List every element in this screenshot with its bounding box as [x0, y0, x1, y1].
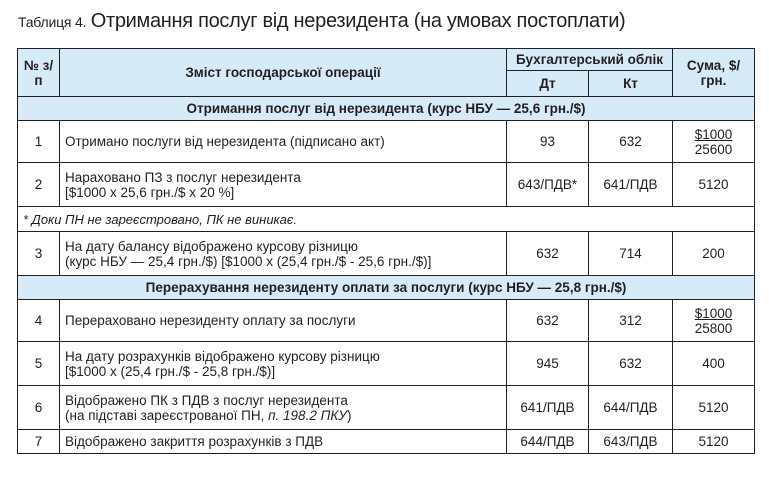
line2-suffix: ) [346, 407, 352, 423]
row-dt: 641/ПДВ [507, 386, 589, 430]
footnote: * Доки ПН не зареєстровано, ПК не виникає. [18, 207, 755, 232]
row-content-line1: На дату розрахунків відображено курсову різницю [65, 348, 380, 364]
row-dt: 644/ПДВ [507, 430, 589, 454]
row-number: 6 [18, 386, 60, 430]
row-kt: 632 [589, 342, 673, 386]
caption-label: Таблиця 4. [18, 14, 87, 30]
section-row [18, 276, 755, 300]
header-accounting: Бухгалтерський облік [507, 49, 673, 71]
row-number: 3 [18, 232, 60, 276]
row-kt: 632 [589, 121, 673, 163]
row-content-line2: [$1000 х (25,4 грн./$ - 25,8 грн./$)] [65, 363, 276, 379]
line2-reference: п. 198.2 ПКУ [268, 407, 347, 423]
row-number: 5 [18, 342, 60, 386]
row-content: Перераховано нерезиденту оплату за послуги [60, 300, 507, 342]
row-dt: 643/ПДВ* [507, 163, 589, 207]
table-row [18, 300, 755, 342]
row-dt: 632 [507, 232, 589, 276]
row-kt: 714 [589, 232, 673, 276]
table-row [18, 163, 755, 207]
header-content: Зміст господарської операції [60, 49, 507, 97]
header-sum: Сума, $/грн. [673, 49, 755, 97]
row-kt: 644/ПДВ [589, 386, 673, 430]
row-kt: 641/ПДВ [589, 163, 673, 207]
row-dt: 945 [507, 342, 589, 386]
row-number: 7 [18, 430, 60, 454]
sum-uah: 25600 [694, 141, 733, 157]
row-dt: 93 [507, 121, 589, 163]
row-content: Відображено закриття розрахунків з ПДВ [60, 430, 507, 454]
operations-table [17, 48, 755, 454]
row-number: 4 [18, 300, 60, 342]
table-row [18, 386, 755, 430]
row-number: 2 [18, 163, 60, 207]
row-content-line1: На дату балансу відображено курсову різницю [65, 238, 359, 254]
sum-usd: $1000 [694, 126, 733, 142]
row-number: 1 [18, 121, 60, 163]
row-dt: 632 [507, 300, 589, 342]
table-row [18, 430, 755, 454]
sum-usd: $1000 [694, 305, 733, 321]
note-row [18, 207, 755, 232]
header-num: № з/п [18, 49, 60, 97]
row-content-line1: Нараховано ПЗ з послуг нерезидента [65, 169, 301, 185]
header-row-1 [18, 49, 755, 71]
caption-title: Отримання послуг від нерезидента (на умовах постоплати) [90, 10, 626, 32]
row-content [60, 232, 507, 276]
row-sum [673, 300, 755, 342]
row-sum: 5120 [673, 430, 755, 454]
table-row [18, 232, 755, 276]
row-content [60, 342, 507, 386]
row-content-line2 [65, 408, 501, 423]
header-dt: Дт [507, 71, 589, 97]
line2-prefix: (на підставі зареєстрованої ПН, [65, 407, 269, 423]
table-row [18, 121, 755, 163]
section-title: Перерахування нерезиденту оплати за послуги (курс НБУ — 25,8 грн./$) [18, 276, 755, 300]
row-sum: 5120 [673, 163, 755, 207]
sum-uah: 25800 [694, 320, 733, 336]
row-sum: 200 [673, 232, 755, 276]
row-content-line2: [$1000 х 25,6 грн./$ х 20 %] [65, 184, 235, 200]
row-content [60, 386, 507, 430]
row-content: Отримано послуги від нерезидента (підписано акт) [60, 121, 507, 163]
section-title: Отримання послуг від нерезидента (курс НБУ — 25,6 грн./$) [18, 97, 755, 121]
row-sum: 400 [673, 342, 755, 386]
row-content-line2: (курс НБУ — 25,4 грн./$) [$1000 х (25,4 грн./$ - 25,6 грн./$)] [65, 253, 432, 269]
row-kt: 312 [589, 300, 673, 342]
row-content [60, 163, 507, 207]
row-kt: 643/ПДВ [589, 430, 673, 454]
row-content-line1: Відображено ПК з ПДВ з послуг нерезидента [65, 392, 348, 408]
section-row [18, 97, 755, 121]
row-sum: 5120 [673, 386, 755, 430]
header-kt: Кт [589, 71, 673, 97]
table-row [18, 342, 755, 386]
table-caption [18, 10, 625, 33]
row-sum [673, 121, 755, 163]
